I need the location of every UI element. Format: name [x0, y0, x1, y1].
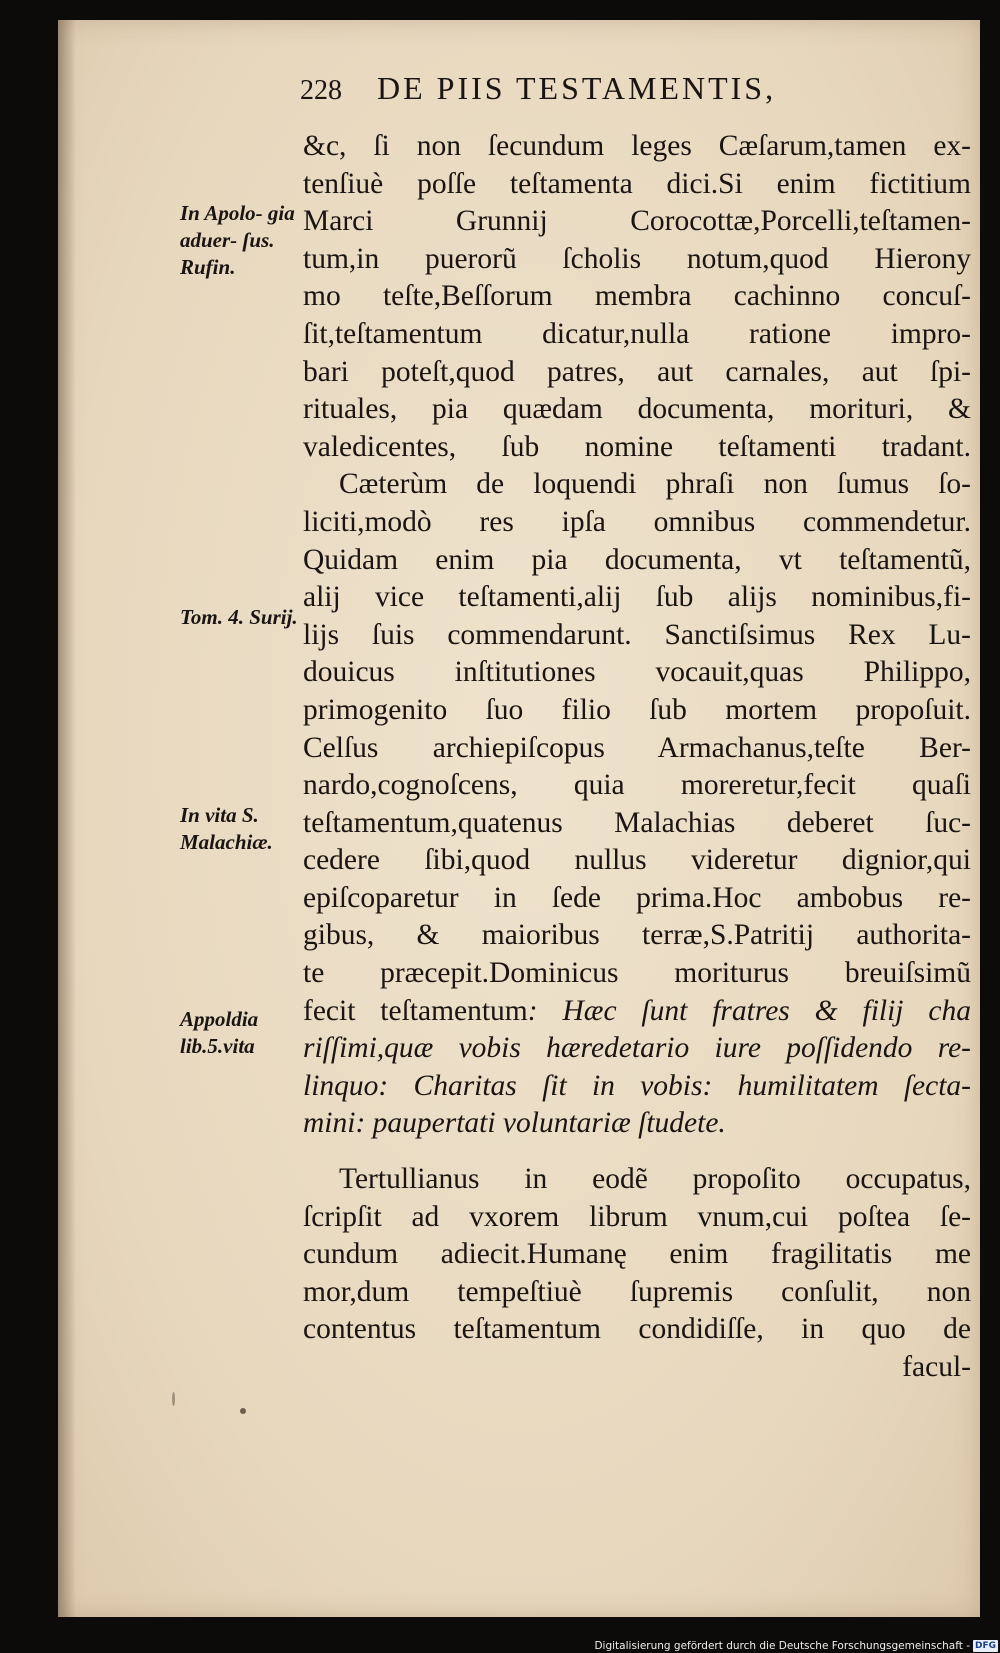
text-roman: fecit teſtamentum — [303, 994, 528, 1027]
text-line: contentus teſtamentum condidiſſe, in quo de — [303, 1313, 971, 1346]
text-line: lijs ſuis commendarunt. Sanctiſsimus Rex Lu- — [303, 618, 971, 651]
paragraph-gap — [303, 1143, 971, 1161]
text-line-mixed — [303, 993, 971, 1031]
text-line: rituales, pia quædam documenta, morituri, & — [303, 393, 971, 426]
ink-speck — [172, 1392, 175, 1406]
text-line: ſcripſit ad vxorem librum vnum,cui poſtea ſe- — [303, 1200, 971, 1233]
text-line: Marci Grunnij Corocottæ,Porcelli,teſtamen- — [303, 205, 971, 238]
text-line: te præcepit.Dominicus moriturus breuiſsimũ — [303, 957, 971, 990]
text-line: mo teſte,Beſſorum membra cachinno concuſ- — [303, 280, 971, 313]
text-line-italic: mini: paupertati voluntariæ ſtudete. — [303, 1107, 726, 1140]
text-line: nardo,cognoſcens, quia moreretur,fecit quaſi — [303, 769, 971, 802]
text-line: liciti,modò res ipſa omnibus commendetur. — [303, 505, 971, 538]
footer-text: Digitalisierung gefördert durch die Deutsche Forschungsgemeinschaft - — [594, 1640, 970, 1652]
margin-note-apologia: In Apolo- gia aduer- ſus. Rufin. — [180, 201, 295, 279]
text-line: gibus, & maioribus terræ,S.Patritij authorita- — [303, 919, 971, 952]
text-line: bari poteſt,quod patres, aut carnales, aut ſpi- — [303, 355, 971, 388]
text-line: Quidam enim pia documenta, vt teſtamentũ, — [303, 543, 971, 576]
margin-note-malachia: In vita S. Malachiæ. — [180, 803, 273, 854]
main-text-block — [303, 128, 971, 1387]
text-line: Cæterùm de loquendi phraſi non ſumus ſo- — [339, 468, 971, 501]
text-line: tenſiuè poſſe teſtamenta dici.Si enim fictitium — [303, 167, 971, 200]
text-line: cedere ſibi,quod nullus videretur dignior,qui — [303, 844, 971, 877]
text-line: epiſcoparetur in ſede prima.Hoc ambobus re- — [303, 881, 971, 914]
catchword: facul- — [902, 1351, 971, 1383]
text-line: ſit,teſtamentum dicatur,nulla ratione impro- — [303, 317, 971, 350]
text-line: primogenito ſuo filio ſub mortem propoſuit. — [303, 693, 971, 726]
text-line: tum,in puerorũ ſcholis notum,quod Hierony — [303, 242, 971, 275]
margin-note-appoldia: Appoldia lib.5.vita — [180, 1007, 259, 1058]
text-line-italic: riſſimi,quæ vobis hæredetario iure poſſidendo re- — [303, 1032, 971, 1065]
text-line: valedicentes, ſub nomine teſtamenti tradant. — [303, 430, 971, 463]
running-title: DE PIIS TESTAMENTIS, — [377, 70, 777, 106]
digitization-footer — [594, 1639, 1000, 1653]
ink-speck — [240, 1408, 246, 1414]
text-line: teſtamentum,quatenus Malachias deberet ſuc- — [303, 806, 971, 839]
running-header — [300, 70, 900, 118]
text-line: Tertullianus in eodẽ propoſito occupatus, — [339, 1163, 971, 1196]
text-line: mor,dum tempeſtiuè ſupremis conſulit, non — [303, 1275, 971, 1308]
text-italic-quote: : Hæc ſunt fratres & filij cha — [527, 994, 971, 1027]
text-line: alij vice teſtamenti,alij ſub alijs nominibus,fi- — [303, 581, 971, 614]
page-spine-shadow — [58, 20, 76, 1617]
text-line: douicus inſtitutiones vocauit,quas Philippo, — [303, 656, 971, 689]
text-line: Celſus archiepiſcopus Armachanus,teſte Ber- — [303, 731, 971, 764]
text-line-italic: linquo: Charitas ſit in vobis: humilitatem ſecta- — [303, 1069, 971, 1102]
dfg-logo-icon: DFG — [974, 1641, 996, 1651]
text-line: &c, ſi non ſecundum leges Cæſarum,tamen ex- — [303, 130, 971, 162]
margin-note-surius: Tom. 4. Surij. — [180, 605, 298, 629]
text-line: cundum adiecit.Humanę enim fragilitatis me — [303, 1238, 971, 1271]
page-number: 228 — [300, 75, 342, 106]
